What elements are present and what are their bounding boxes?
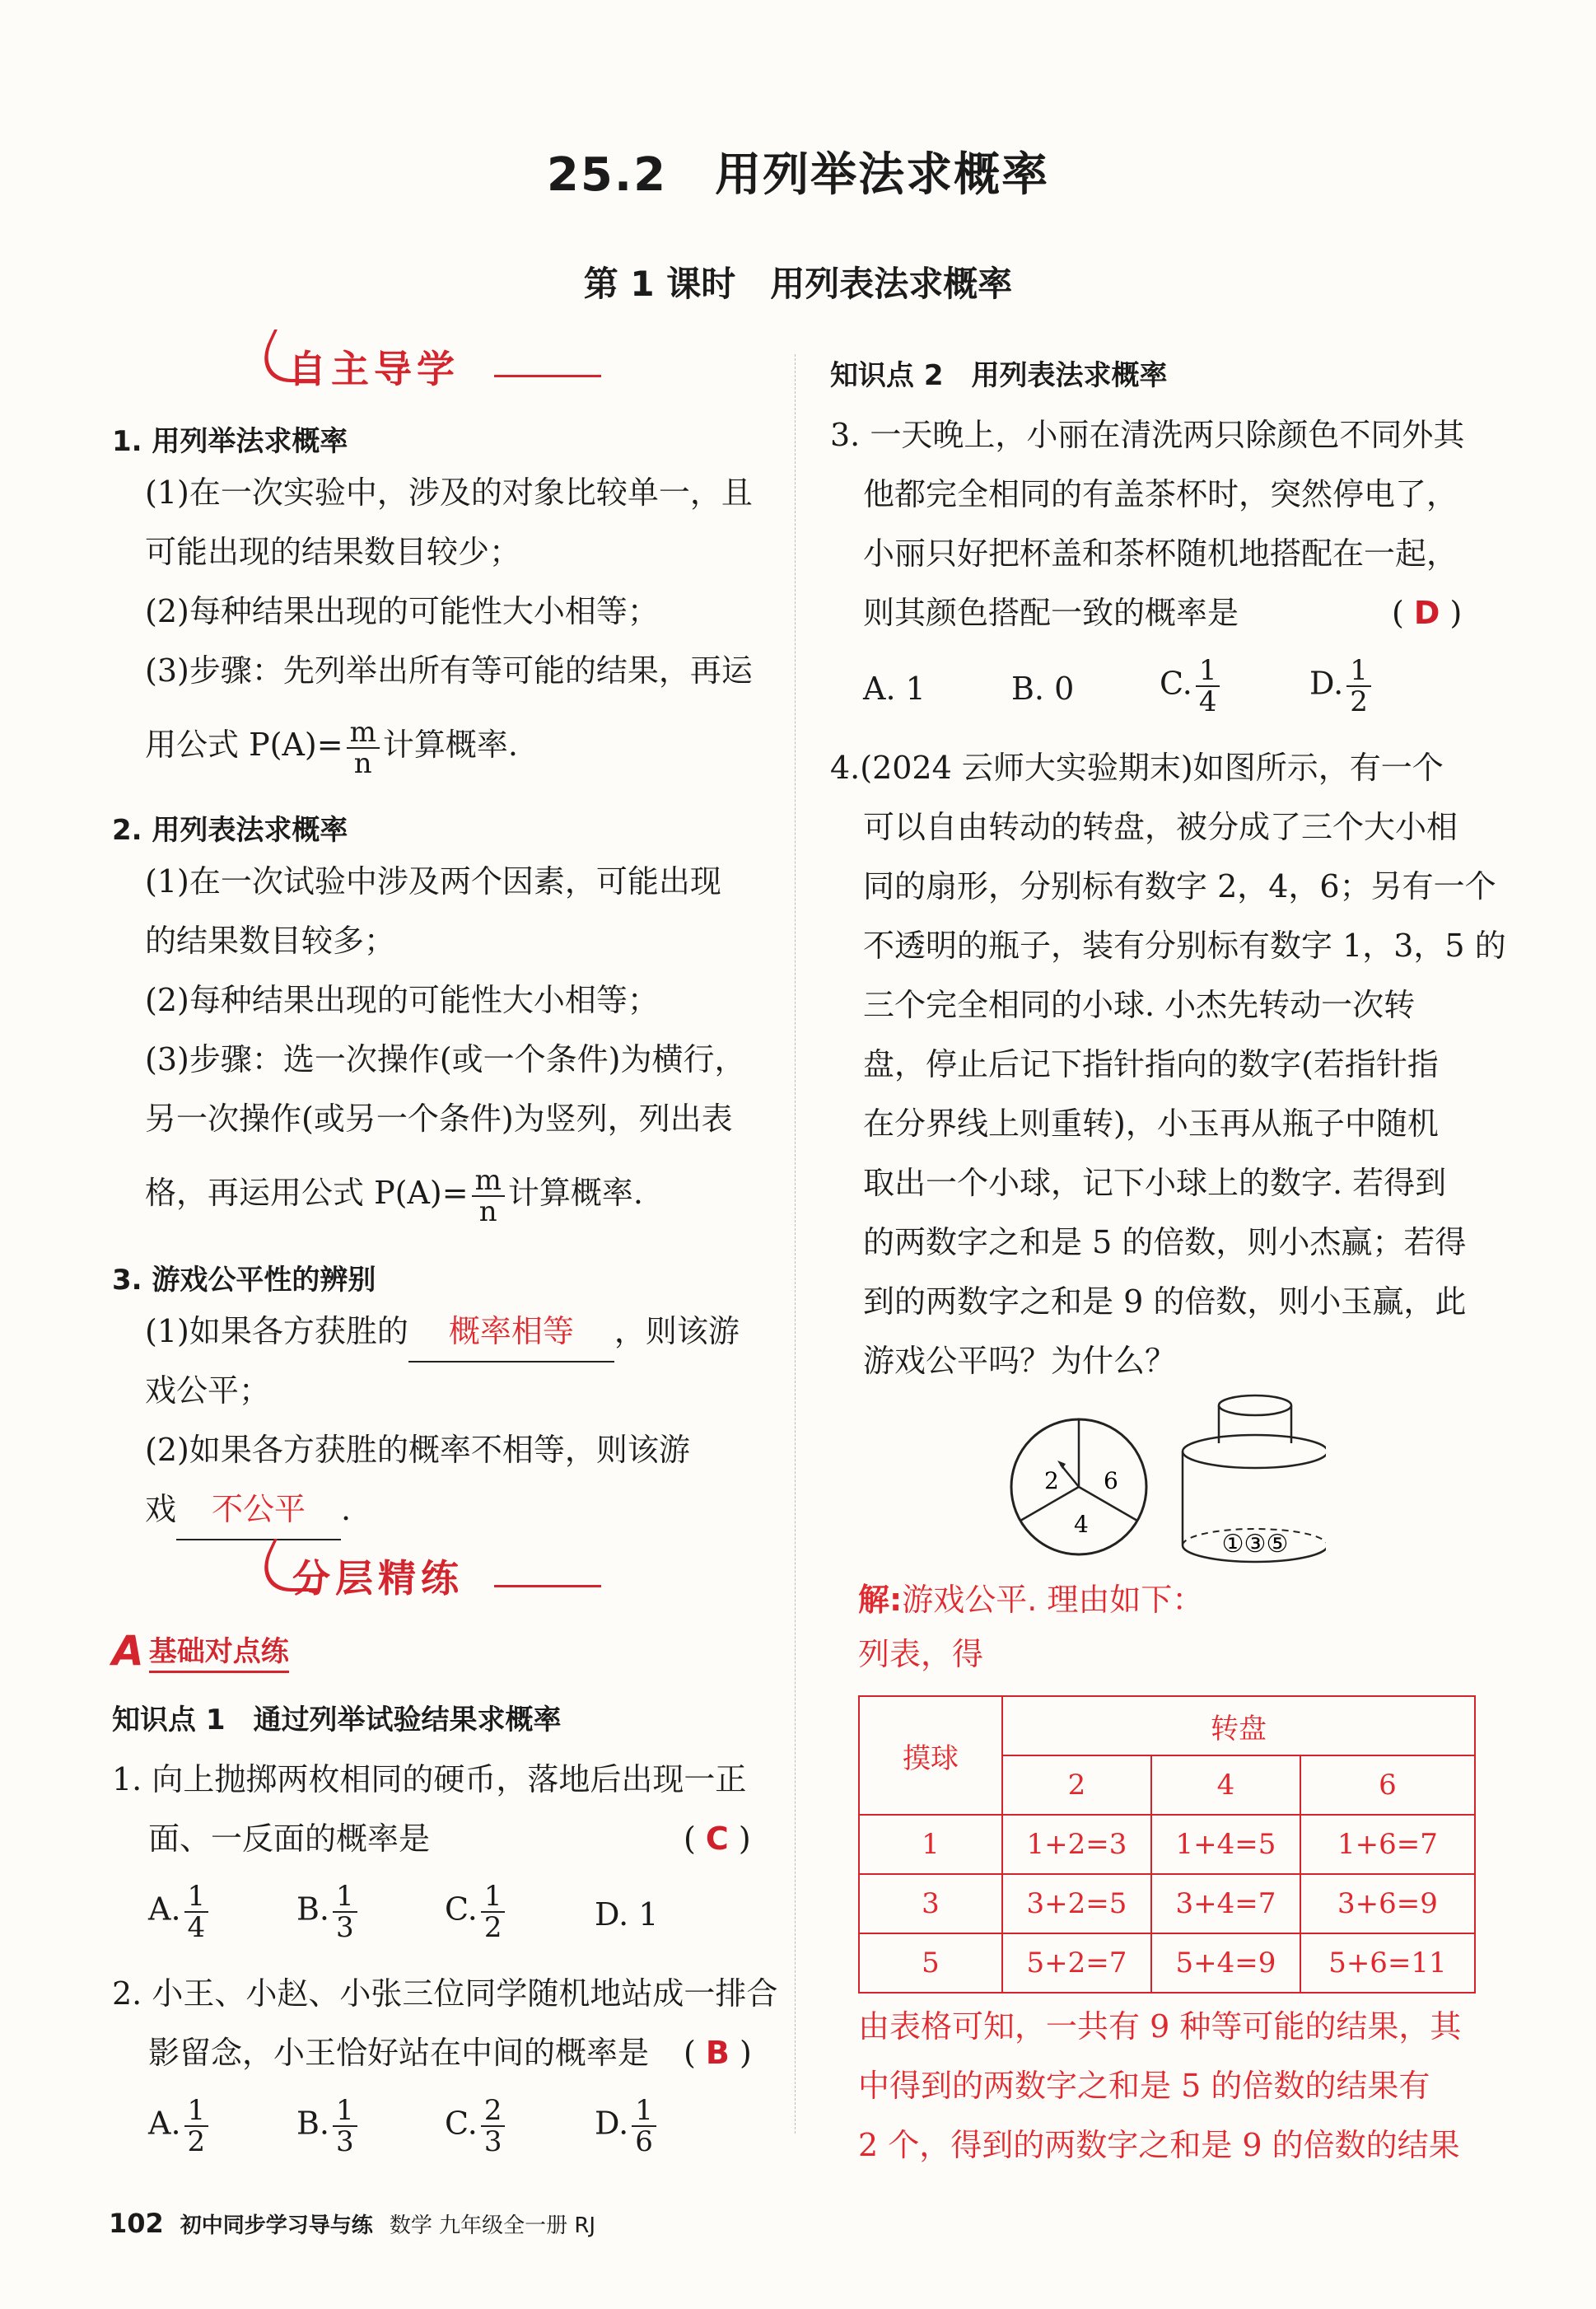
numerator: 1 [333,1881,357,1913]
bottle-balls: ①③⑤ [1221,1530,1289,1559]
solution-line: 列表，得 [858,1636,984,1672]
section-heading-practice: 分层精练 [292,1556,464,1601]
text-line: (1)在一次试验中涉及两个因素，可能出现 [145,863,721,900]
row-label: 1 [859,1815,1002,1874]
text-line: 另一次操作(或另一个条件)为竖列，列出表 [145,1101,733,1137]
table-cell: 5+6=11 [1300,1933,1475,1993]
option-label: B. [296,1891,330,1928]
solution-line: 中得到的两数字之和是 5 的倍数的结果有 [858,2068,1430,2104]
fraction [632,2096,656,2157]
question-4-line: 在分界线上则重转)，小玉再从瓶子中随机 [863,1105,1439,1142]
page-footer [109,2208,595,2239]
table-cell: 1+6=7 [1300,1815,1475,1874]
fraction [333,2096,357,2157]
denominator: 3 [336,1911,354,1944]
book-subtitle: 数学 九年级全一册 RJ [389,2213,596,2238]
heading-fairness: 3. 游戏公平性的辨别 [112,1264,376,1297]
page-number: 102 [109,2208,164,2239]
question-4-line: 不透明的瓶子，装有分别标有数字 1，3，5 的 [863,928,1506,964]
spinner [1011,1419,1146,1554]
table-row [859,1933,1475,1993]
option-label: B. [296,2105,330,2142]
lesson-subtitle: 第 1 课时 用列表法求概率 [583,264,1013,304]
option-d [595,2096,660,2157]
option-label: D. [1309,665,1344,702]
numerator: 1 [1346,656,1371,687]
numerator: 1 [184,2096,209,2127]
heading-table-method: 2. 用列表法求概率 [112,814,348,847]
question-4-line: 4.(2024 云师大实验期末)如图所示，有一个 [830,750,1444,786]
question-3-answer: ( D ) [1392,595,1463,631]
table-col-header: 4 [1151,1755,1300,1815]
solution-line [858,1570,1203,1629]
question-1-line: 面、一反面的概率是 [148,1821,431,1857]
text: ，则该游 [614,1313,740,1349]
formula-line [145,715,518,778]
question-1-line: 1. 向上抛掷两枚相同的硬币，落地后出现一正 [112,1761,747,1797]
fill-line [145,1302,740,1362]
solution-line: 由表格可知，一共有 9 种等可能的结果，其 [858,2008,1462,2045]
numerator: 2 [481,2096,506,2127]
option-b: B. 0 [1011,671,1075,707]
table-header: 转盘 [1002,1696,1475,1755]
option-label: A. [148,1891,181,1928]
denominator: n [478,1194,497,1228]
text-line: (3)步骤：选一次操作(或一个条件)为横行， [145,1041,746,1077]
numerator: 1 [333,2096,357,2127]
answer-letter: B [705,2035,730,2071]
knowledge-point-2: 知识点 2 用列表法求概率 [830,359,1168,392]
option-d: D. 1 [595,1896,659,1933]
answer-letter: D [1413,595,1440,631]
text-line: (2)每种结果出现的可能性大小相等； [145,593,659,629]
question-4-line: 三个完全相同的小球. 小杰先转动一次转 [863,987,1416,1023]
question-2-line: 2. 小王、小赵、小张三位同学随机地站成一排合 [112,1975,778,2012]
question-3-line: 他都完全相同的有盖茶杯时，突然停电了， [863,476,1458,512]
solution-prefix: 解: [858,1582,903,1618]
option-d [1309,656,1374,717]
denominator: 4 [187,1911,206,1944]
section-heading-self-study: 自主导学 [288,347,460,391]
level-a-badge: A [112,1627,144,1675]
denominator: 3 [483,2125,502,2158]
text-line: 的结果数目较多； [145,923,396,959]
section-decor-line [494,1585,601,1587]
question-3-line: 3. 一天晚上，小丽在清洗两只除颜色不同外其 [830,417,1465,453]
option-label: D. [595,2105,629,2142]
option-c [445,1881,508,1942]
question-1-answer: ( C ) [684,1821,751,1857]
formula-line [145,1163,643,1227]
section-decor-line [494,375,601,377]
text-line: (1)在一次实验中，涉及的对象比较单一，且 [145,474,753,511]
solution-line: 2 个，得到的两数字之和是 9 的倍数的结果 [858,2127,1460,2163]
text: 戏 [145,1491,177,1527]
text: (1)如果各方获胜的 [145,1313,408,1349]
fraction-m-over-n [472,1163,505,1228]
table-cell: 5+4=9 [1151,1933,1300,1993]
option-label: C. [1160,665,1192,702]
option-label: A. [148,2105,181,2142]
numerator: 1 [1196,656,1220,687]
numerator: m [472,1166,505,1197]
option-a [148,1881,212,1942]
table-cell: 5+2=7 [1002,1933,1151,1993]
question-3-line: 小丽只好把杯盖和茶杯随机地搭配在一起， [863,535,1458,572]
option-label: C. [445,2105,478,2142]
question-4-line: 取出一个小球，记下小球上的数字. 若得到 [863,1165,1447,1201]
table-corner: 摸球 [859,1696,1002,1815]
fraction [333,1881,357,1942]
level-a-header [112,1627,289,1675]
formula-pre: 格，再运用公式 P(A)= [145,1175,469,1211]
formula-post: 计算概率. [507,1175,643,1211]
spinner-number: 4 [1074,1511,1089,1538]
option-a [148,2096,212,2157]
page-title: 25.2 用列举法求概率 [546,148,1050,202]
option-a: A. 1 [863,671,926,707]
table-row [859,1815,1475,1874]
option-c [1160,656,1223,717]
spinner-pointer [1061,1465,1079,1487]
question-4-line: 同的扇形，分别标有数字 2，4，6；另有一个 [863,868,1496,904]
table-cell: 3+6=9 [1300,1874,1475,1933]
question-2-answer: ( B ) [684,2035,752,2071]
text-line: 可能出现的结果数目较少； [145,534,521,570]
spinner-bottle-figure [1005,1392,1326,1573]
solution-text: 游戏公平. 理由如下： [902,1582,1204,1618]
fraction [1196,656,1220,717]
fraction [184,2096,209,2157]
question-3-line: 则其颜色搭配一致的概率是 [863,595,1239,631]
question-4-line: 盘，停止后记下指针指向的数字(若指针指 [863,1046,1439,1082]
question-4-line: 到的两数字之和是 9 的倍数，则小玉赢，此 [863,1283,1467,1320]
table-col-header: 6 [1300,1755,1475,1815]
denominator: n [353,746,372,780]
bottle [1183,1395,1326,1562]
numerator: m [347,717,380,749]
question-2-line: 影留念，小王恰好站在中间的概率是 [148,2035,650,2071]
fraction-m-over-n [347,717,380,778]
text-line: (3)步骤：先列举出所有等可能的结果，再运 [145,652,753,689]
solution-table [858,1695,1476,1993]
denominator: 2 [187,2125,206,2158]
numerator: 1 [481,1881,506,1913]
numerator: 1 [632,2096,656,2127]
heading-enumeration: 1. 用列举法求概率 [112,425,348,458]
fraction [184,1881,209,1942]
question-4-line: 游戏公平吗？为什么？ [863,1343,1177,1379]
option-c [445,2096,508,2157]
spinner-number: 2 [1044,1467,1059,1494]
formula-pre: 用公式 P(A)= [145,727,343,763]
table-cell: 3+4=7 [1151,1874,1300,1933]
question-4-line: 可以自由转动的转盘，被分成了三个大小相 [863,809,1458,845]
row-label: 5 [859,1933,1002,1993]
level-a-label: 基础对点练 [149,1629,289,1673]
row-label: 3 [859,1874,1002,1933]
option-b [296,1881,361,1942]
table-row [859,1874,1475,1933]
option-label: C. [445,1891,478,1928]
denominator: 4 [1198,685,1217,718]
table-cell: 1+2=3 [1002,1815,1151,1874]
fraction [481,1881,506,1942]
book-title: 初中同步学习导与练 [180,2213,373,2238]
fraction [1346,656,1371,717]
question-4-line: 的两数字之和是 5 的倍数，则小杰赢；若得 [863,1224,1467,1260]
answer-blank: 概率相等 [408,1302,614,1362]
denominator: 3 [336,2125,354,2158]
spinner-number: 6 [1104,1467,1118,1494]
fraction [481,2096,506,2157]
fill-line [145,1479,351,1540]
knowledge-point-1: 知识点 1 通过列举试验结果求概率 [112,1704,562,1736]
denominator: 2 [483,1911,502,1944]
text-line: 戏公平； [145,1372,271,1409]
formula-post: 计算概率. [382,727,518,763]
text-line: (2)如果各方获胜的概率不相等，则该游 [145,1432,690,1468]
answer-letter: C [705,1821,729,1857]
table-cell: 3+2=5 [1002,1874,1151,1933]
table-col-header: 2 [1002,1755,1151,1815]
option-b [296,2096,361,2157]
answer-blank: 不公平 [176,1479,341,1540]
column-divider [795,354,796,2134]
text: . [341,1491,352,1527]
numerator: 1 [184,1881,209,1913]
denominator: 6 [635,2125,653,2158]
text-line: (2)每种结果出现的可能性大小相等； [145,982,659,1018]
denominator: 2 [1350,685,1368,718]
table-cell: 1+4=5 [1151,1815,1300,1874]
